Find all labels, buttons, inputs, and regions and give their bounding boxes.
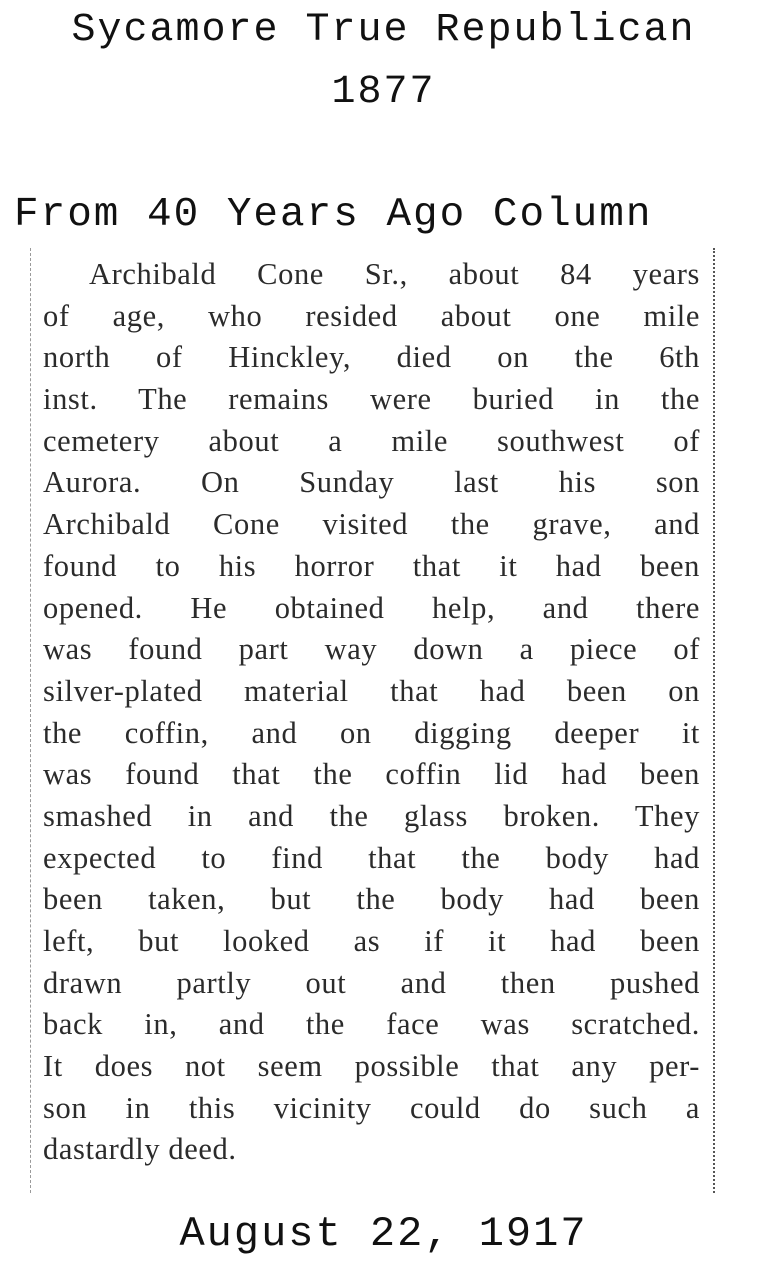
article-line: back in, and the face was scratched.	[43, 1007, 700, 1042]
newspaper-name: Sycamore True Republican	[71, 8, 696, 53]
article-line: found to his horror that it had been	[43, 548, 700, 583]
article-line: left, but looked as if it had been	[43, 924, 700, 958]
article-line: been taken, but the body had been	[43, 882, 700, 917]
article-line: dastardly deed.	[43, 1132, 237, 1167]
article-line: cemetery about a mile southwest of	[43, 423, 700, 458]
article-line: Aurora. On Sunday last his son	[43, 465, 700, 500]
article-line: of age, who resided about one mile	[43, 298, 700, 333]
article-line: was found that the coffin lid had been	[43, 757, 700, 792]
article-line: opened. He obtained help, and there	[43, 590, 700, 625]
article-line: son in this vicinity could do such a	[43, 1090, 700, 1125]
issue-date: August 22, 1917	[179, 1210, 588, 1258]
newspaper-year: 1877	[331, 70, 436, 115]
article-line: smashed in and the glass broken. They	[43, 798, 700, 833]
article-line: It does not seem possible that any per-	[43, 1049, 700, 1084]
article-line: the coffin, and on digging deeper it	[43, 715, 700, 750]
newspaper-clipping	[30, 248, 715, 1193]
article-line: was found part way down a piece of	[43, 632, 700, 667]
article-line: north of Hinckley, died on the 6th	[43, 340, 700, 375]
article-line: silver-plated material that had been on	[43, 673, 700, 708]
column-title: From 40 Years Ago Column	[14, 192, 653, 238]
article-line: Archibald Cone Sr., about 84 years	[89, 257, 700, 291]
article-line: Archibald Cone visited the grave, and	[43, 507, 700, 542]
article-line: inst. The remains were buried in the	[43, 382, 700, 417]
article-line: expected to find that the body had	[43, 840, 700, 875]
article-line: drawn partly out and then pushed	[43, 965, 700, 1000]
article-text	[43, 254, 700, 1171]
